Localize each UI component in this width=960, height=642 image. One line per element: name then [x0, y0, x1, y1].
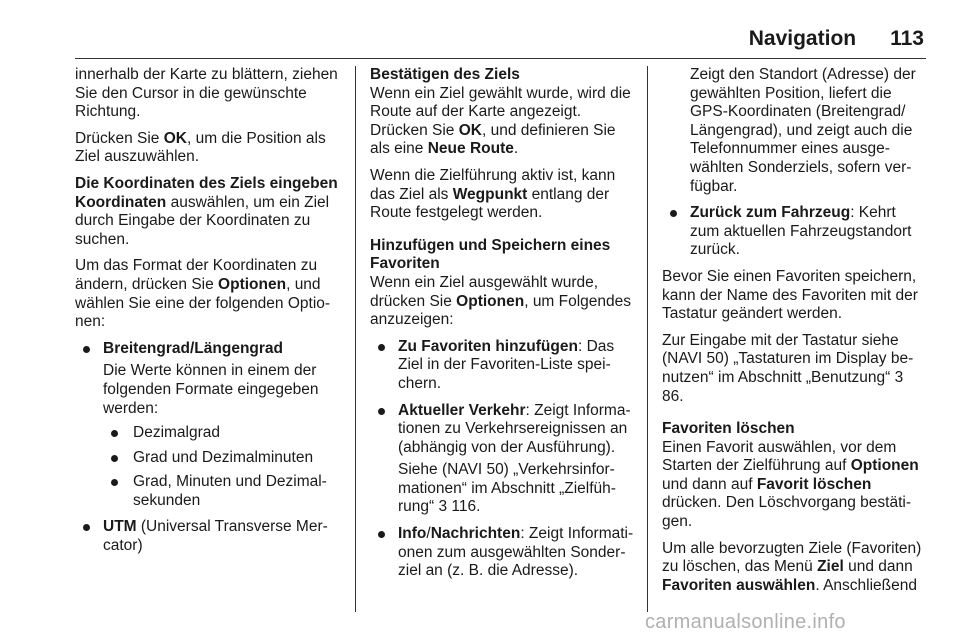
- list-item: Dezimalgrad: [103, 424, 347, 443]
- list-item: Grad und Dezimalminuten: [103, 449, 347, 468]
- paragraph: Zeigt den Standort (Adresse) der gewählten Position, liefert die GPS-Koordinaten (Breitengrad/ Längengrad), und zeigt auch die Telefonnummer eines ausgewählten Sonderziels, sofern verfügbar.: [690, 66, 916, 195]
- paragraph: Zur Eingabe mit der Tastatur siehe (NAVI 50) „Tastaturen im Display benutzen“ im Abschnitt „Benutzung“ 3 86.: [662, 331, 914, 405]
- option-list: [370, 338, 634, 581]
- watermark: carmanualsonline.info: [645, 611, 846, 633]
- list-item: Zurück zum Fahrzeug: Kehrt zum aktuellen Fahrzeugstandort zurück.: [662, 204, 928, 260]
- page-number: 113: [890, 27, 924, 50]
- header-divider: [75, 58, 926, 59]
- list-item: Grad, Minuten und Dezimalsekunden: [103, 473, 347, 510]
- column-divider: [355, 66, 356, 612]
- list-item: Info/Nachrichten: Zeigt Informationen zum ausgewählten Sonderziel an (z. B. die Adresse).: [370, 525, 634, 581]
- item-description: Die Werte können in einem der folgenden Formate eingegeben werden:: [103, 362, 319, 417]
- paragraph: Drücken Sie OK, um die Position als Ziel auszuwählen.: [75, 129, 326, 166]
- section-heading: Hinzufügen und Speichern eines Favoriten: [370, 236, 611, 273]
- paragraph: Um das Format der Koordinaten zu ändern, drücken Sie Optionen, und wählen Sie eine der folgenden Optionen:: [75, 257, 331, 331]
- option-list: [75, 340, 347, 556]
- column-divider: [647, 66, 648, 612]
- paragraph: Wenn ein Ziel ausgewählt wurde, drücken Sie Optionen, um Folgendes anzuzeigen:: [370, 273, 632, 329]
- paragraph: Wenn ein Ziel gewählt wurde, wird die Route auf der Karte angezeigt.: [370, 84, 631, 121]
- paragraph: Einen Favorit auswählen, vor dem Starten der Zielführung auf Optionen und dann auf Favorit löschen drücken. Den Löschvorgang bestätigen.: [662, 438, 919, 531]
- option-list: [662, 204, 928, 260]
- paragraph: Um alle bevorzugten Ziele (Favoriten) zu löschen, das Menü Ziel und dann Favoriten auswählen. Anschließend: [662, 539, 922, 594]
- section-title: Navigation: [748, 27, 857, 50]
- list-item: Breitengrad/Längengrad Die Werte können in einem der folgenden Formate eingegeben werden: Dezimalgrad Grad und Dezimalminuten Grad, Minuten und Dezimalsekunden: [75, 340, 347, 511]
- paragraph: Bevor Sie einen Favoriten speichern, kann der Name des Favoriten mit der Tastatur geändert werden.: [662, 267, 918, 323]
- item-note: Siehe (NAVI 50) „Verkehrsinformationen“ im Abschnitt „Zielführung“ 3 116.: [398, 461, 616, 516]
- section-heading: Favoriten löschen: [662, 420, 795, 438]
- column-left: [75, 66, 347, 564]
- list-item: Zu Favoriten hinzufügen: Das Ziel in der Favoriten-Liste speichern.: [370, 338, 634, 394]
- paragraph: Drücken Sie OK, und definieren Sie als eine Neue Route.: [370, 121, 616, 158]
- list-item: UTM (Universal Transverse Mercator): [75, 518, 347, 555]
- section-heading: Bestätigen des Ziels: [370, 66, 520, 83]
- column-middle: [370, 66, 634, 589]
- paragraph: Wenn die Zielführung aktiv ist, kann das Ziel als Wegpunkt entlang der Route festgelegt werden.: [370, 166, 616, 222]
- paragraph: Die Koordinaten des Ziels eingeben Koordinaten auswählen, um ein Ziel durch Eingabe der Koordinaten zu suchen.: [75, 174, 338, 248]
- paragraph: innerhalb der Karte zu blättern, ziehen Sie den Cursor in die gewünschte Richtung.: [75, 66, 338, 121]
- page-header: [749, 27, 924, 57]
- column-right: [662, 66, 928, 603]
- format-list: [103, 424, 347, 510]
- list-item: Aktueller Verkehr: Zeigt Informationen zu Verkehrsereignissen an (abhängig von der Ausführung). Siehe (NAVI 50) „Verkehrsinformationen“ im Abschnitt „Zielführung“ 3 116.: [370, 402, 634, 518]
